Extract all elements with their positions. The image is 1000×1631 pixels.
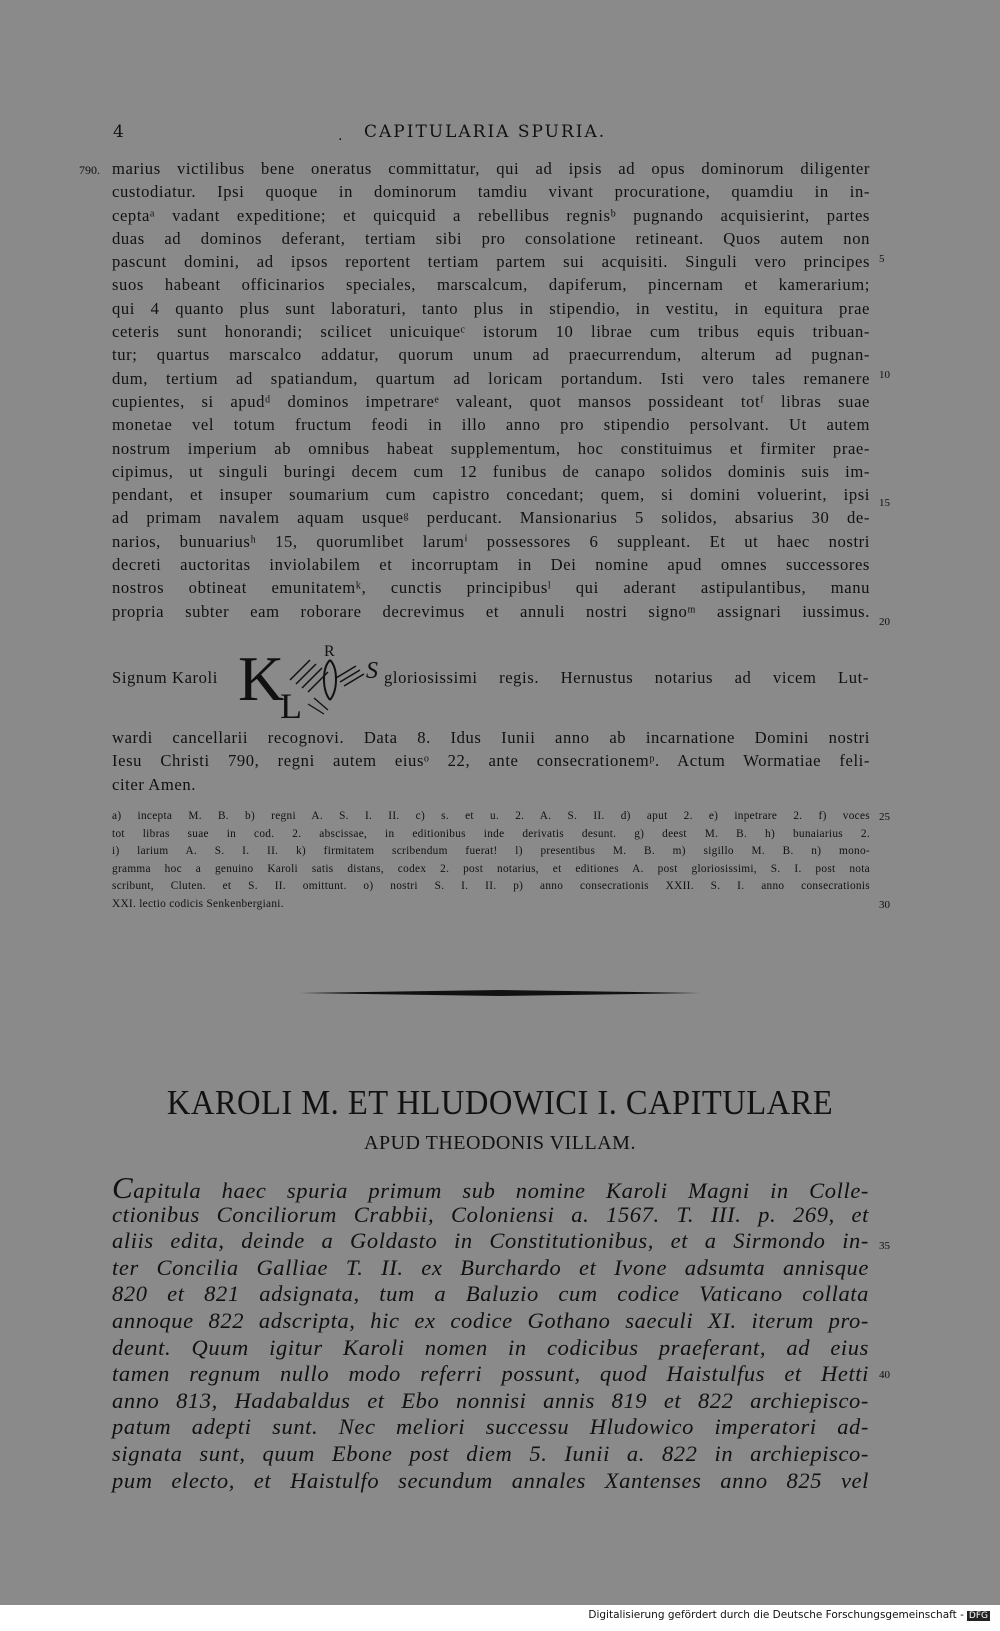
dating-line: wardi cancellarii recognovi. Data 8. Idus Iunii anno ab incarnatione Domini nostri	[112, 728, 870, 747]
body-line: dum, tertium ad spatiandum, quartum ad loricam portandum. Isti vero tales remanere	[112, 368, 870, 388]
line-number: 35	[879, 1240, 890, 1252]
line-number: 15	[879, 497, 890, 509]
running-title: CAPITULARIA SPURIA.	[364, 122, 607, 142]
footnote-line: XXI. lectio codicis Senkenbergiani.	[112, 897, 284, 910]
footnotes	[112, 808, 870, 914]
line-number: 40	[879, 1369, 890, 1381]
body-line: cipimus, ut singuli buringi decem cum 12 funibus de canapo solidos dominis suis im-	[112, 461, 870, 481]
line-number: 20	[879, 616, 890, 628]
dating-line: Iesu Christi 790, regni autem eiusᵒ 22, ante consecrationemᵖ. Actum Wormatiae feli-	[112, 751, 870, 771]
body-line: tur; quartus marscalco addatur, quorum unum ad praecurrendum, alterum ad pugnan-	[112, 345, 870, 365]
body-line: cupientes, si apudᵈ dominos impetrareᵉ valeant, quot mansos possideant totᶠ libras suae	[112, 391, 870, 411]
signum-label: Signum Karoli	[112, 668, 218, 687]
footnote-line: i) larium A. S. I. II. k) firmitatem scribendum fuerat! l) presentibus M. B. m) sigillo M. B. n) mono-	[112, 845, 870, 858]
signum-line	[112, 643, 870, 722]
footnote-line: scribunt, Cluten. et S. II. omittunt. o) nostri S. I. II. p) anno consecrationis XXII. S. I. anno consecrationis	[112, 880, 870, 893]
credit-text: Digitalisierung gefördert durch die Deutsche Forschungsgemeinschaft -	[588, 1609, 964, 1621]
editorial-introduction	[112, 1170, 869, 1494]
margin-year: 790.	[79, 163, 100, 177]
signum-text: gloriosissimi regis. Hernustus notarius ad vicem Lut-	[384, 668, 869, 687]
body-line: custodiatur. Ipsi quoque in dominorum tamdiu vivant procuratione, quamdiu in in-	[112, 182, 870, 202]
svg-text:S: S	[366, 658, 378, 684]
svg-text:K: K	[238, 643, 285, 714]
body-line: duas ad dominos deferant, tertiam sibi pro consolatione retineant. Quos autem non	[112, 228, 870, 248]
body-line: propria subter eam roborare decrevimus et annuli nostri signoᵐ assignari iussimus.	[112, 601, 870, 621]
drop-cap: C	[112, 1170, 134, 1205]
intro-line: pum electo, et Haistulfo secundum annales Xantenses anno 825 vel	[112, 1467, 869, 1493]
intro-line: deunt. Quum igitur Karoli nomen in codicibus praeferant, ad eius	[112, 1334, 869, 1360]
body-line: pascunt domini, ad ipsos reportent tertiam partem sui acquisiti. Singuli vero principes	[112, 252, 870, 272]
body-line: ad primam navalem aquam usqueᵍ perducant. Mansionarius 5 solidos, absarius 30 de-	[112, 508, 870, 528]
page-number: 4	[113, 122, 124, 142]
body-line: pendant, et insuper soumarium cum capistro concedant; quem, si domini voluerint, ipsi	[112, 485, 870, 505]
digitization-credit	[0, 1609, 990, 1621]
intro-line: 820 et 821 adsignata, tum a Baluzio cum codice Vaticano collata	[112, 1281, 869, 1307]
intro-line: anno 813, Hadabaldus et Ebo nonnisi annis 819 et 822 archiepisco-	[112, 1387, 869, 1413]
dating-clause	[112, 726, 870, 796]
intro-line: annoque 822 adscripta, hic ex codice Gothano saeculi XI. iterum pro-	[112, 1307, 869, 1333]
footnote-line: tot libras suae in cod. 2. abscissae, in editionibus inde derivatis desunt. g) deest M. B. h) bunaiarius 2.	[112, 827, 870, 840]
line-number: 25	[879, 811, 890, 823]
line-number: 5	[879, 253, 885, 265]
body-line: monetae vel totum fructum feodi in illo anno pro stipendio persolvant. Ut autem	[112, 415, 870, 435]
body-line: qui 4 quanto plus sunt laboraturi, tanto plus in stipendio, in vestitu, in equitura prae	[112, 298, 870, 318]
section-title: KAROLI M. ET HLUDOWICI I. CAPITULARE	[166, 1083, 834, 1122]
dfg-logo: DFG	[968, 1611, 988, 1621]
line-number: 10	[879, 369, 890, 381]
body-line: ceteris sunt honorandi; scilicet unicuiqueᶜ istorum 10 librae cum tribus equis tribuan-	[112, 322, 870, 342]
intro-line	[112, 1170, 869, 1205]
body-line: ceptaᵃ vadant expeditione; et quicquid a rebellibus regnisᵇ pugnando acquisierint, partes	[112, 205, 870, 225]
body-line: nostros obtineat emunitatemᵏ, cunctis principibusˡ qui aderant astipulantibus, manu	[112, 578, 870, 598]
intro-line: signata sunt, quum Ebone post diem 5. Iunii a. 822 in archiepisco-	[112, 1440, 869, 1466]
capitulary-body	[112, 157, 870, 623]
body-line: suos habeant officinarios speciales, marscalcum, dapiferum, pincernam et kamerarium;	[112, 275, 870, 295]
section-divider	[300, 990, 700, 996]
dating-line: citer Amen.	[112, 774, 197, 794]
intro-line-text: apitula haec spuria primum sub nomine Karoli Magni in Colle-	[133, 1178, 869, 1203]
body-line: marius victilibus bene oneratus committatur, qui ad ipsis ad opus dominorum diligenter	[112, 159, 870, 178]
footnote-line: gramma hoc a genuino Karoli satis distans, codex 2. post notarius, et editiones A. post gloriosissimi, S. I. post nota	[112, 862, 870, 875]
header-dot: .	[338, 128, 343, 144]
intro-line: ter Concilia Galliae T. II. ex Burchardo et Ivone adsumta annisque	[112, 1254, 869, 1280]
intro-line: patum adepti sunt. Nec meliori successu Hludowico imperatori ad-	[112, 1414, 869, 1440]
svg-text:R: R	[324, 643, 335, 660]
karolus-monogram-icon	[238, 638, 383, 722]
svg-text:L: L	[280, 686, 302, 722]
intro-line: aliis edita, deinde a Goldasto in Constitutionibus, et a Sirmondo in-	[112, 1228, 869, 1254]
line-number: 30	[879, 899, 890, 911]
body-line: narios, bunuariusʰ 15, quorumlibet larumⁱ possessores 6 suppleant. Et ut haec nostri	[112, 531, 870, 551]
section-subtitle: APUD THEODONIS VILLAM.	[364, 1132, 636, 1154]
intro-line: ctionibus Conciliorum Crabbii, Coloniensi a. 1567. T. III. p. 269, et	[112, 1201, 869, 1227]
footnote-line: a) incepta M. B. b) regni A. S. I. II. c) s. et u. 2. A. S. II. d) aput 2. e) inpetrare 2. f) voces	[112, 810, 870, 822]
intro-line: tamen regnum nullo modo referri possunt, quod Haistulfus et Hetti	[112, 1361, 869, 1387]
body-line: nostrum imperium ab omnibus habeat supplementum, hoc constituimus et firmiter prae-	[112, 438, 870, 458]
body-line: decreti auctoritas inviolabilem et incorruptam in Dei nomine apud omnes successores	[112, 555, 870, 575]
